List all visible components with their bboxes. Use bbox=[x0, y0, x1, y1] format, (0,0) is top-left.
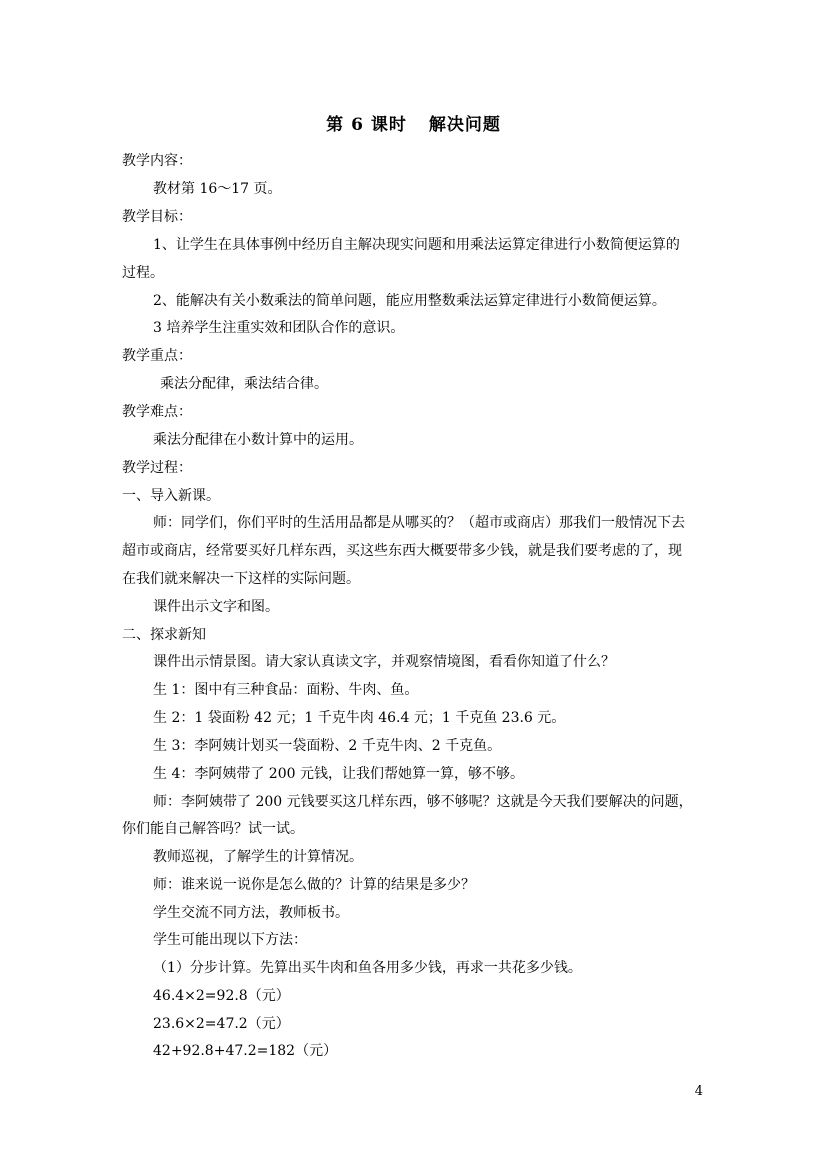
section-heading: 教学难点： bbox=[122, 404, 192, 420]
paragraph-line: 师：同学们，你们平时的生活用品都是从哪买的？（超市或商店）那我们一般情况下去 bbox=[153, 515, 685, 531]
paragraph-line: 师：谁来说一说你是怎么做的？计算的结果是多少？ bbox=[153, 877, 475, 893]
section-heading: 教学重点： bbox=[122, 348, 192, 364]
paragraph-line: 教师巡视，了解学生的计算情况。 bbox=[153, 849, 363, 865]
paragraph-line: 课件出示情景图。请大家认真读文字，并观察情境图，看看你知道了什么？ bbox=[153, 654, 615, 670]
section-heading: 一、导入新课。 bbox=[122, 488, 220, 504]
equation-line: 23.6×2=47.2（元） bbox=[153, 1016, 290, 1032]
paragraph-line: 学生可能出现以下方法： bbox=[153, 932, 307, 948]
paragraph-line: 过程。 bbox=[122, 265, 164, 281]
paragraph-line: 生 1：图中有三种食品：面粉、牛肉、鱼。 bbox=[153, 682, 419, 698]
section-heading: 二、探求新知 bbox=[122, 627, 206, 643]
page-title bbox=[0, 110, 827, 135]
equation-line: 42+92.8+47.2=182（元） bbox=[153, 1043, 338, 1059]
paragraph-line: 你们能自己解答吗？试一试。 bbox=[122, 821, 304, 837]
paragraph-line: 超市或商店，经常要买好几样东西，买这些东西大概要带多少钱，就是我们要考虑的了，现 bbox=[122, 543, 682, 559]
equation-line: 46.4×2=92.8（元） bbox=[153, 988, 290, 1004]
paragraph-line: 3 培养学生注重实效和团队合作的意识。 bbox=[153, 320, 405, 336]
paragraph-line: （1）分步计算。先算出买牛肉和鱼各用多少钱，再求一共花多少钱。 bbox=[153, 960, 582, 976]
paragraph-line: 生 4：李阿姨带了 200 元钱，让我们帮她算一算，够不够。 bbox=[153, 766, 524, 782]
section-heading: 教学内容： bbox=[122, 153, 192, 169]
paragraph-line: 生 3：李阿姨计划买一袋面粉、2 千克牛肉、2 千克鱼。 bbox=[153, 738, 502, 754]
paragraph-line: 1、让学生在具体事例中经历自主解决现实问题和用乘法运算定律进行小数简便运算的 bbox=[153, 237, 680, 253]
paragraph-line: 教材第 16～17 页。 bbox=[153, 181, 282, 197]
paragraph-line: 在我们就来解决一下这样的实际问题。 bbox=[122, 571, 360, 587]
section-heading: 教学过程： bbox=[122, 460, 192, 476]
section-heading: 教学目标： bbox=[122, 209, 192, 225]
paragraph-line: 乘法分配律在小数计算中的运用。 bbox=[153, 432, 363, 448]
paragraph-line: 乘法分配律，乘法结合律。 bbox=[160, 376, 328, 392]
paragraph-line: 学生交流不同方法，教师板书。 bbox=[153, 905, 349, 921]
paragraph-line: 2、能解决有关小数乘法的简单问题，能应用整数乘法运算定律进行小数简便运算。 bbox=[153, 293, 666, 309]
paragraph-line: 师：李阿姨带了 200 元钱要买这几样东西，够不够呢？这就是今天我们要解决的问题， bbox=[153, 794, 693, 810]
paragraph-line: 生 2：1 袋面粉 42 元；1 千克牛肉 46.4 元；1 千克鱼 23.6 元。 bbox=[153, 710, 566, 726]
paragraph-line: 课件出示文字和图。 bbox=[153, 599, 279, 615]
title-lesson: 第 6 课时 bbox=[326, 115, 407, 135]
title-topic: 解决问题 bbox=[428, 115, 501, 135]
page-number: 4 bbox=[694, 1084, 703, 1099]
